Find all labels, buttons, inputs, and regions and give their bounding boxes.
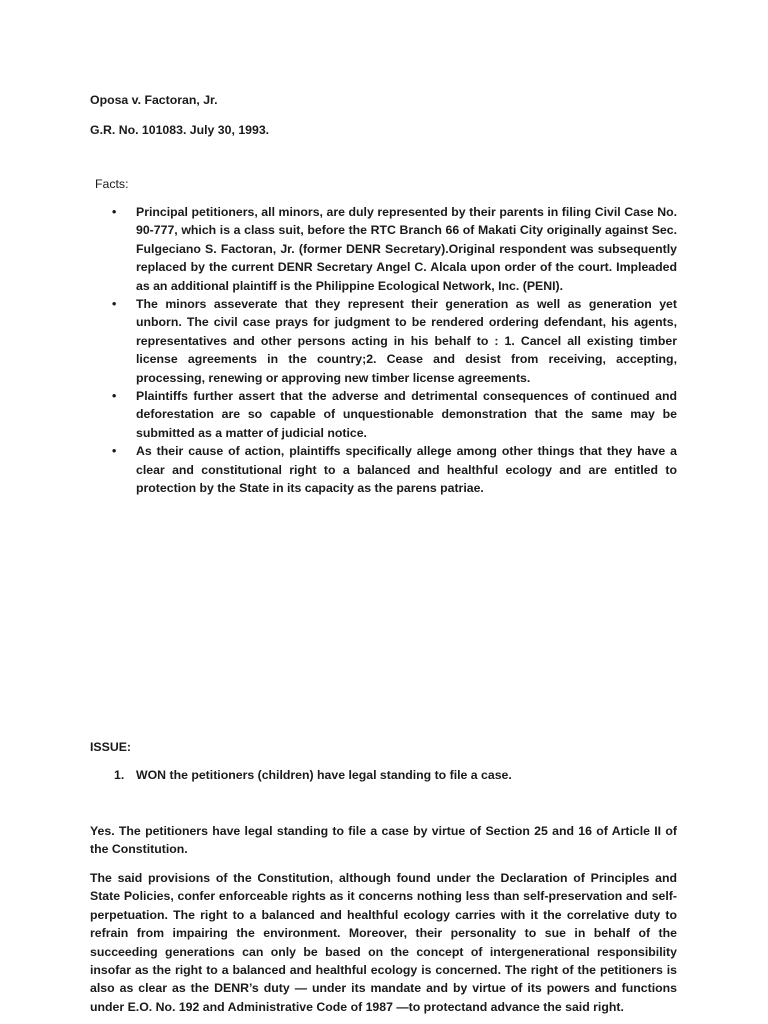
bullet-icon: •	[112, 205, 117, 219]
bullet-icon: •	[112, 297, 117, 312]
facts-heading: Facts:	[95, 177, 129, 191]
list-item	[90, 387, 677, 442]
gr-number: G.R. No. 101083. July 30, 1993.	[90, 123, 270, 137]
bullet-icon: •	[112, 389, 117, 404]
ruling-answer: Yes. The petitioners have legal standing to file a case by virtue of Section 25 and 16 of Article II of the Constitution.	[90, 824, 677, 857]
issue-heading: ISSUE:	[90, 740, 131, 754]
list-item	[90, 442, 677, 497]
fact-text: The minors asseverate that they represent their generation as well as generation yet unborn. The civil case prays for judgment to be rendered ordering defendant, his agents, representatives and other persons acting in his behalf to : 1. Cancel all existing timber license agreements in the country;2. Cease and desist from receiving, accepting, processing, renewing or approving new timber license agreements.	[136, 297, 677, 385]
issue-number: 1.	[114, 768, 125, 782]
ruling-discussion: The said provisions of the Constitution, although found under the Declaration of Principles and State Policies, confer enforceable rights as it concerns nothing less than self-preservation and self-perpetuation. The right to a balanced and healthful ecology carries with it the correlative duty to refrain from impairing the environment. Moreover, their personality to sue in behalf of the succeeding generations can only be based on the concept of intergenerational responsibility insofar as the right to a balanced and healthful ecology is concerned. The right of the petitioners is also as clear as the DENR’s duty — under its mandate and by virtue of its powers and functions under E.O. No. 192 and Administrative Code of 1987 —to protectand advance the said right.	[90, 871, 677, 1014]
fact-text: Principal petitioners, all minors, are duly represented by their parents in filing Civil Case No. 90-777, which is a class suit, before the RTC Branch 66 of Makati City originally against Sec. Fulgeciano S. Factoran, Jr. (former DENR Secretary).Original respondent was subsequently replaced by the current DENR Secretary Angel C. Alcala upon order of the court. Impleaded as an additional plaintiff is the Philippine Ecological Network, Inc. (PENI).	[136, 205, 677, 293]
issue-text: WON the petitioners (children) have legal standing to file a case.	[136, 768, 512, 782]
bullet-icon: •	[112, 444, 117, 459]
case-title: Oposa v. Factoran, Jr.	[90, 93, 218, 107]
list-item	[90, 203, 677, 295]
list-item	[90, 766, 677, 784]
facts-list	[90, 203, 677, 498]
issue-list	[90, 766, 677, 784]
fact-text: As their cause of action, plaintiffs specifically allege among other things that they have a clear and constitutional right to a balanced and healthful ecology and are entitled to protection by the State in its capacity as the parens patriae.	[136, 444, 677, 496]
list-item	[90, 295, 677, 387]
fact-text: Plaintiffs further assert that the adverse and detrimental consequences of continued and deforestation are so capable of unquestionable demonstration that the same may be submitted as a matter of judicial notice.	[136, 389, 677, 440]
